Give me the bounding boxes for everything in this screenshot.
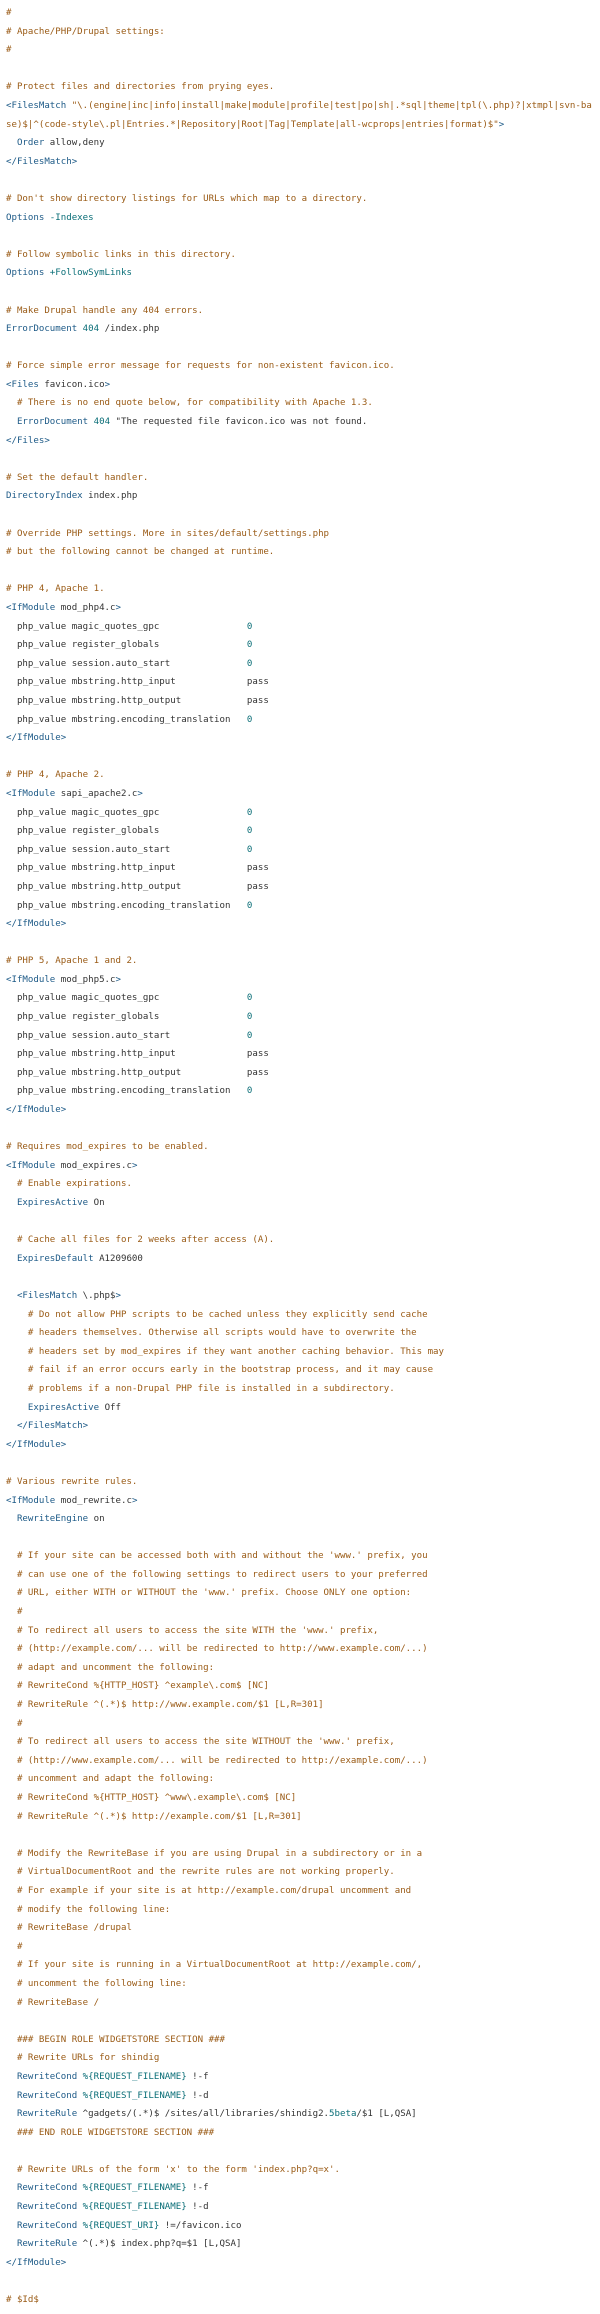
code-line [6,952,594,971]
code-token: -Indexes [44,212,94,223]
code-token: php_value register_globals [6,640,247,651]
code-token: > [115,603,121,613]
code-line [6,1138,594,1157]
code-token: RewriteCond [16,2183,78,2194]
code-line [6,357,594,376]
code-token: mod_expires.c [55,1160,132,1171]
code-line [6,599,594,618]
code-token: </IfModule> [6,919,67,930]
code-token [6,1421,17,1431]
code-token: # headers themselves. Otherwise all scripts would have to overwrite the [6,1328,417,1339]
code-line [6,1808,594,1827]
code-token: ErrorDocument [16,417,89,428]
code-token: 0 [246,1012,253,1023]
code-line [6,2198,594,2217]
code-token: </IfModule> [6,1439,67,1450]
code-line [6,1380,594,1399]
code-line [6,487,594,506]
code-token: "The requested file favicon.ico was not found. [110,417,368,428]
code-line [6,1120,594,1139]
code-line [6,1417,594,1436]
code-line [6,2254,594,2273]
code-token: mod_php5.c [55,974,116,985]
code-token: php_value session.auto_start [6,658,247,669]
code-token: # Do not allow PHP scripts to be cached unless they explicitly send cache [6,1309,428,1320]
code-line [6,1287,594,1306]
code-line [6,636,594,655]
code-token: # RewriteBase /drupal [6,1923,132,1934]
code-token: A1209600 [93,1253,143,1264]
code-token: # [6,8,12,18]
code-token: # RewriteCond %{HTTP_HOST} ^example\.com$ [NC] [6,1681,269,1692]
code-line [6,2031,594,2050]
code-token: # uncomment and adapt the following: [6,1774,215,1785]
code-token [6,138,17,148]
code-line [6,1975,594,1994]
code-token: Options [6,268,45,279]
code-line [6,1696,594,1715]
code-token [6,2239,17,2249]
code-token: > [115,974,121,985]
code-line [6,2049,594,2068]
code-token: # There is no end quote below, for compatibility with Apache 1.3. [6,398,373,409]
code-token: 404 [77,324,100,335]
code-token: <Files [6,379,39,390]
code-line [6,2068,594,2087]
code-line [6,655,594,674]
code-token: php_value mbstring.http_input pass [6,863,269,874]
code-token: favicon.ico [38,379,105,390]
code-token: # Apache/PHP/Drupal settings: [6,26,165,37]
code-token: # Rewrite URLs of the form 'x' to the form 'index.php?q=x'. [6,2164,340,2175]
code-line [6,1845,594,1864]
code-token: !-f [186,2071,209,2082]
code-line [6,989,594,1008]
code-line [6,1361,594,1380]
code-line [6,2142,594,2161]
code-token: \.php$ [77,1290,116,1301]
code-token: <IfModule [6,974,56,985]
code-line [6,469,594,488]
code-line [6,2217,594,2236]
code-line [6,1436,594,1455]
code-token: +FollowSymLinks [44,268,132,279]
code-line [6,264,594,283]
code-token: # PHP 5, Apache 1 and 2. [6,956,138,967]
code-token: 0 [246,900,253,911]
code-token [6,2221,17,2231]
code-line [6,525,594,544]
code-token: Options [6,212,45,223]
code-line [6,41,594,60]
code-token: on [88,1514,105,1525]
code-token: # adapt and uncomment the following: [6,1662,215,1673]
code-token: # Make Drupal handle any 404 errors. [6,305,204,316]
code-token: mod_rewrite.c [55,1495,132,1506]
code-token: # Force simple error message for requests for non-existent favicon.ico. [6,361,395,372]
code-token [6,1198,17,1208]
code-line [6,1027,594,1046]
code-token: <IfModule [6,1495,56,1506]
code-token: # Various rewrite rules. [6,1476,138,1487]
code-line [6,562,594,581]
code-line [6,1157,594,1176]
code-token: # If your site is running in a VirtualDocumentRoot at http://example.com/, [6,1960,423,1971]
code-token: php_value mbstring.encoding_translation [6,900,247,911]
code-token: # Don't show directory listings for URLs which map to a directory. [6,193,368,204]
code-line [6,897,594,916]
code-token: # Follow symbolic links in this directory. [6,249,236,260]
code-token: index.php [82,491,138,502]
code-token: # can use one of the following settings to redirect users to your preferred [6,1569,428,1580]
code-token [6,2109,17,2119]
code-token: ^(.*)$ index.php?q=$1 [L,QSA] [77,2239,242,2250]
code-line [6,190,594,209]
code-line [6,618,594,637]
code-line [6,1622,594,1641]
code-token: ExpiresActive [27,1402,100,1413]
code-token: # uncomment the following line: [6,1978,187,1989]
code-line [6,841,594,860]
code-token: </IfModule> [6,1105,67,1116]
code-line [6,934,594,953]
code-token: > [137,788,143,799]
code-line [6,543,594,562]
code-token: > [498,119,505,130]
code-token: # headers set by mod_expires if they want another caching behavior. This may [6,1346,444,1357]
code-line [6,450,594,469]
code-line [6,1733,594,1752]
code-line [6,2105,594,2124]
code-line [6,2087,594,2106]
code-token: # PHP 4, Apache 2. [6,770,105,781]
code-line [6,878,594,897]
code-token: ExpiresDefault [16,1253,94,1264]
code-line [6,78,594,97]
code-line [6,1919,594,1938]
code-line [6,376,594,395]
code-line [6,1956,594,1975]
code-line [6,1529,594,1548]
code-line [6,4,594,23]
code-token: RewriteRule [16,2109,78,2120]
code-token: # Protect files and directories from prying eyes. [6,82,275,93]
code-token: </Files> [6,435,50,446]
code-line [6,1770,594,1789]
code-line [6,283,594,302]
code-line [6,2291,594,2310]
code-token [6,1403,28,1413]
code-line [6,673,594,692]
code-line [6,506,594,525]
code-token: # To redirect all users to access the site WITH the 'www.' prefix, [6,1625,379,1636]
code-line [6,748,594,767]
code-token: # (http://example.com/... will be redirected to http://www.example.com/...) [6,1644,428,1655]
code-line [6,1064,594,1083]
code-token: </FilesMatch> [6,156,78,167]
code-token: # problems if a non-Drupal PHP file is installed in a subdirectory. [6,1383,395,1394]
code-token: RewriteCond [16,2090,78,2101]
code-token [6,2091,17,2101]
code-line [6,1492,594,1511]
code-line [6,1268,594,1287]
code-line [6,1826,594,1845]
code-line [6,1250,594,1269]
code-token: /$1 [L,QSA] [356,2109,417,2120]
code-token [6,1514,17,1524]
code-line [6,1547,594,1566]
code-line [6,804,594,823]
code-token: ErrorDocument [6,324,78,335]
code-token: 0 [246,993,253,1004]
code-line [6,1752,594,1771]
code-token: # If your site can be accessed both with and without the 'www.' prefix, you [6,1551,428,1562]
code-token: 0 [246,640,253,651]
code-line [6,1454,594,1473]
code-line [6,1640,594,1659]
code-line [6,134,594,153]
code-line [6,2179,594,2198]
code-token: 5beta [329,2109,357,2120]
code-token [6,2072,17,2082]
code-token: php_value magic_quotes_gpc [6,807,247,818]
code-token: RewriteCond [16,2202,78,2213]
code-line [6,97,594,134]
code-line [6,1324,594,1343]
code-line [6,171,594,190]
code-token: # [6,45,12,56]
code-token: # [6,1718,23,1729]
code-line [6,1715,594,1734]
code-token: php_value session.auto_start [6,1030,247,1041]
code-line [6,2235,594,2254]
code-token: RewriteEngine [16,1514,89,1525]
code-line [6,339,594,358]
code-token: %{REQUEST_FILENAME} [82,2090,187,2101]
code-token: # Modify the RewriteBase if you are using Drupal in a subdirectory or in a [6,1848,423,1859]
code-token: # RewriteBase / [6,1997,100,2008]
code-token: <FilesMatch [16,1290,78,1301]
code-token: !-d [186,2090,209,2101]
code-line [6,1938,594,1957]
code-line [6,394,594,413]
code-token: Off [99,1402,121,1413]
code-line [6,692,594,711]
code-token: php_value mbstring.http_output pass [6,1067,269,1078]
code-token: # To redirect all users to access the site WITHOUT the 'www.' prefix, [6,1737,395,1748]
code-token: > [104,379,111,390]
code-line [6,1306,594,1325]
code-token: 0 [246,807,253,818]
code-token: 0 [246,1030,253,1041]
code-token [6,1291,17,1301]
code-token: # $Id$ [6,2295,39,2306]
code-token: 0 [246,826,253,837]
code-token [6,2202,17,2212]
code-token: # PHP 4, Apache 1. [6,584,105,595]
code-token: # Set the default handler. [6,472,149,483]
code-token: !=/favicon.ico [159,2220,242,2231]
code-line [6,729,594,748]
code-token: </IfModule> [6,733,67,744]
code-line [6,1399,594,1418]
code-token: > [131,1495,138,1506]
code-token: allow,deny [44,138,105,149]
code-token: php_value mbstring.http_input pass [6,1049,269,1060]
code-line [6,580,594,599]
code-line [6,1008,594,1027]
code-line [6,1045,594,1064]
code-token: 0 [246,1086,253,1097]
code-line [6,413,594,432]
code-line [6,971,594,990]
code-token: 0 [246,714,253,725]
code-token: php_value mbstring.encoding_translation [6,714,247,725]
code-token: <IfModule [6,1160,56,1171]
code-line [6,320,594,339]
code-token: # Rewrite URLs for shindig [6,2053,160,2064]
code-token: # VirtualDocumentRoot and the rewrite rules are not working properly. [6,1867,395,1878]
code-line [6,1175,594,1194]
code-line [6,1213,594,1232]
code-token: # fail if an error occurs early in the bootstrap process, and it may cause [6,1365,434,1376]
code-token: DirectoryIndex [6,491,83,502]
code-token: php_value session.auto_start [6,844,247,855]
code-token: # [6,1607,23,1618]
code-token: 404 [88,417,111,428]
code-line [6,1082,594,1101]
code-line [6,711,594,730]
code-line [6,209,594,228]
code-token: php_value mbstring.encoding_translation [6,1086,247,1097]
code-line [6,1584,594,1603]
code-token: Order [16,138,45,149]
code-line [6,766,594,785]
code-token: # URL, either WITH or WITHOUT the 'www.' prefix. Choose ONLY one option: [6,1588,412,1599]
code-token [6,1254,17,1264]
code-token: 0 [246,621,253,632]
code-line [6,1510,594,1529]
code-token: php_value mbstring.http_output pass [6,881,269,892]
code-line [6,1194,594,1213]
code-line [6,1789,594,1808]
code-line [6,227,594,246]
code-token: # Cache all files for 2 weeks after access (A). [6,1235,275,1246]
code-token: /index.php [99,324,160,335]
code-line [6,2124,594,2143]
code-token: # RewriteRule ^(.*)$ http://www.example.com/$1 [L,R=301] [6,1700,324,1711]
code-line [6,1473,594,1492]
code-line [6,302,594,321]
code-token: RewriteCond [16,2220,78,2231]
code-token: 0 [246,844,253,855]
code-token: # Enable expirations. [6,1179,132,1190]
code-line [6,246,594,265]
code-token: </FilesMatch> [16,1421,89,1432]
code-token: <IfModule [6,603,56,613]
code-token [6,417,17,427]
code-token: <IfModule [6,788,56,799]
code-token: # For example if your site is at http://example.com/drupal uncomment and [6,1885,412,1896]
code-token: RewriteCond [16,2071,78,2082]
code-line [6,1101,594,1120]
code-line [6,432,594,451]
code-line [6,23,594,42]
code-token: php_value mbstring.http_input pass [6,677,269,688]
code-token: On [88,1198,105,1208]
code-line [6,822,594,841]
code-line [6,2012,594,2031]
code-token: # but the following cannot be changed at runtime. [6,547,275,558]
code-token: ### BEGIN ROLE WIDGETSTORE SECTION ### [6,2034,225,2045]
code-line [6,859,594,878]
code-token: > [131,1160,138,1171]
code-token: ExpiresActive [16,1198,89,1208]
code-line [6,1603,594,1622]
code-token: sapi_apache2.c [55,788,138,799]
code-token: %{REQUEST_FILENAME} [82,2202,187,2213]
code-line [6,1659,594,1678]
code-token: !-d [186,2202,209,2213]
code-token: # modify the following line: [6,1904,171,1915]
code-line [6,60,594,79]
code-token: # [6,1941,23,1952]
code-token: php_value magic_quotes_gpc [6,993,247,1004]
code-token: "\.(engine|inc|info|install|make|module|profile|test|po|sh|.*sql|theme|tpl(\.php)?|xtmpl|svn-base)$|^(code-style\.pl|Entries.*|Repository|Root|Tag|Template|all-wcprops|entries|format)$" [6,100,592,130]
code-token: php_value mbstring.http_output pass [6,695,269,706]
code-token: # (http://www.example.com/... will be redirected to http://example.com/...) [6,1755,428,1766]
code-token: </IfModule> [6,2257,67,2268]
code-line [6,1677,594,1696]
code-token: !-f [186,2183,209,2194]
code-token: ^gadgets/(.*)$ /sites/all/libraries/shindig2. [77,2109,330,2120]
code-token: mod_php4.c [55,603,116,613]
code-token: php_value magic_quotes_gpc [6,621,247,632]
code-line [6,1343,594,1362]
code-line [6,1566,594,1585]
code-token: %{REQUEST_URI} [82,2220,160,2231]
code-token: %{REQUEST_FILENAME} [82,2071,187,2082]
code-token: <FilesMatch [6,100,67,111]
code-token: # RewriteCond %{HTTP_HOST} ^www\.example\.com$ [NC] [6,1793,297,1803]
code-token: %{REQUEST_FILENAME} [82,2183,187,2194]
code-line [6,1994,594,2013]
code-token: ### END ROLE WIDGETSTORE SECTION ### [6,2127,215,2138]
code-line [6,1901,594,1920]
code-line [6,2272,594,2291]
code-line [6,1231,594,1250]
code-token: php_value register_globals [6,1012,247,1023]
code-line [6,1863,594,1882]
code-line [6,785,594,804]
code-token: 0 [246,658,253,669]
code-line [6,1882,594,1901]
code-line [6,2161,594,2180]
code-token: # Override PHP settings. More in sites/default/settings.php [6,528,330,539]
code-token: > [115,1290,121,1301]
code-token: # RewriteRule ^(.*)$ http://example.com/$1 [L,R=301] [6,1811,302,1822]
code-line [6,153,594,172]
code-token: # Requires mod_expires to be enabled. [6,1142,209,1153]
code-token: RewriteRule [16,2239,78,2250]
code-line [6,915,594,934]
code-token [6,2183,17,2193]
code-token: php_value register_globals [6,826,247,837]
